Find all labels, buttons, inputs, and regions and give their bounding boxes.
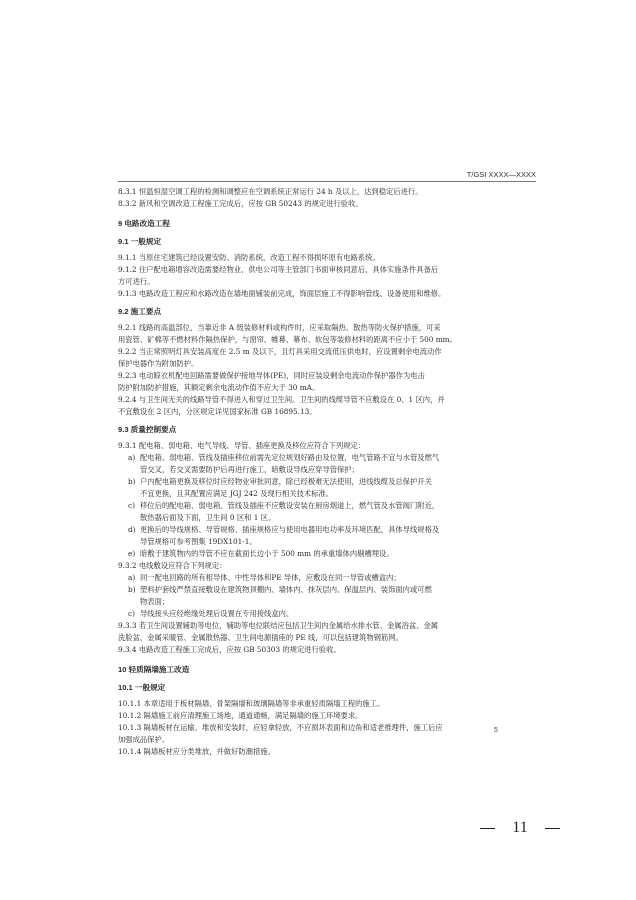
clause-paragraph: 9.2.1 线路的高温部位，当靠近非 A 级装修材料或构件时，应采取隔热、散热等防火保护措施，可采 [118,323,441,332]
clause-paragraph: 9.3.3 若卫生间设置辅助等电位，辅助等电位联结应包括卫生间内金属给水排水管、金属浴盆、金属 [118,621,439,630]
list-item-marker: b) [128,585,136,594]
paragraph-continuation: 保护电器作为附加防护。 [118,359,199,368]
list-item [118,500,536,512]
paragraph-continuation: 洗脸盆、金属采暖管、金属散热器、卫生间电源插座的 PE 线，可以包括建筑物钢筋网。 [118,633,403,642]
footer-dash-right [545,828,560,829]
clause-paragraph: 9.3.4 电路改造工程施工完成后，应按 GB 50303 的规定进行验收。 [118,645,341,654]
header-rule [118,181,536,182]
list-item-marker: a) [128,453,136,462]
list-item-marker: c) [128,609,135,618]
section-heading: 10.1 一般规定 [118,683,166,692]
list-item-marker: a) [128,573,136,582]
clause-paragraph: 10.1.1 本章适用于板材隔墙、骨架隔墙和玻璃隔墙等非承重轻质隔墙工程的施工。 [118,699,385,708]
footer-dash-left [480,828,495,829]
list-item-continuation: 管交叉，若交叉需要防护后再进行施工，暗敷设导线应穿导管保护； [140,465,359,474]
clause-paragraph: 10.1.4 隔墙板材应分类堆放，并做好防潮措施。 [118,747,275,756]
list-item-continuation: 物表面； [140,597,170,606]
list-item [118,524,536,536]
list-item-marker: d) [128,525,136,534]
list-item-marker: b) [128,477,136,486]
list-item-text: 移位后的配电箱、弱电箱、管线及插座不应敷设安装在厨房烟道上，燃气管及水管阀门附近， [140,501,440,510]
clause-paragraph: 9.2.4 与卫生间无关的线路导管不得进入和穿过卫生间。卫生间的线缆导管不应敷设在 0、1 区内，并 [118,395,445,404]
list-item [118,608,536,620]
clause-paragraph: 9.3.2 电线敷设应符合下列规定： [118,561,227,570]
document-code: T/GSI XXXX—XXXX [466,170,536,179]
page-footer [480,818,560,838]
paragraph-continuation: 方可进行。 [118,277,155,286]
paragraph-continuation: 不宜敷设在 2 区内，分区规定详见国家标准 GB 16895.13。 [118,407,317,416]
list-item [118,584,536,596]
section-heading: 9.2 施工要点 [118,307,162,316]
clause-paragraph: 8.3.1 恒温恒湿空调工程的检测和调整应在空调系统正常运行 24 h 及以上，达到稳定后进行。 [118,187,423,196]
document-body [118,186,536,758]
list-item-text: 导线接头应经绝缘处理后设置在专用接线盒内。 [140,609,294,618]
paragraph-continuation: 用瓷管、矿棉等不燃材料作隔热保护，与窗帘、帷幕、幕布、软包等装修材料的距离不应小于 500 mm。 [118,335,457,344]
list-item [118,548,536,560]
printed-page-number: 5 [494,727,498,734]
clause-paragraph: 9.1.1 当原住宅建筑已经设置安防、消防系统，改造工程不得损坏原有电路系统。 [118,253,380,262]
list-item-text: 户内配电箱更换及移位时应经物业审批同意，除已经极难无法使用，进线线缆及总保护开关 [140,477,432,486]
list-item-text: 同一配电回路的所有相导体、中性导体和PE 导体，应敷设在同一导管或槽盒内； [140,573,401,582]
list-item [118,476,536,488]
list-item-text: 配电箱、弱电箱、管线及插座移位前需先定位规划好路由及位置，电气管路不宜与水管及燃气 [140,453,440,462]
paragraph-continuation: 防护附加防护措施，其额定剩余电流动作值不应大于 30 mA。 [118,383,320,392]
list-item-text: 更换后的导线规格、导管规格、插座规格应与使用电器用电功率及环境匹配，具体导线规格及 [140,525,440,534]
section-heading: 9.3 质量控制要点 [118,425,177,434]
chapter-heading: 9 电路改造工程 [118,219,170,228]
list-item-text: 暗敷于建筑物内的导管不应在截面长边小于 500 mm 的承重墙体内剔槽埋设。 [140,549,394,558]
list-item-marker: e) [128,549,136,558]
clause-paragraph: 10.1.3 隔墙板材在运输、堆放和安装时，应轻拿轻放，不应损坏表面和边角和适老推理件，施工后应 [118,723,443,732]
list-item-text: 塑料护套线严禁直接敷设在建筑物顶棚内、墙体内、抹灰层内、保温层内、装饰面内或可燃 [140,585,432,594]
clause-paragraph: 9.3.1 配电箱、弱电箱、电气导线、导管、插座更换及移位应符合下列规定： [118,441,366,450]
clause-paragraph: 9.2.2 当正常照明灯具安装高度在 2.5 m 及以下，且灯具采用交流低压供电时，应设置剩余电流动作 [118,347,442,356]
list-item-continuation: 导管规格可参考图集 19DX101-1。 [140,537,257,546]
list-item-marker: c) [128,501,135,510]
chapter-heading: 10 轻质隔墙施工改造 [118,665,190,674]
clause-paragraph: 8.3.2 新风和空调改造工程施工完成后，应按 GB 50243 的规定进行验收。 [118,199,363,208]
list-item [118,452,536,464]
list-item-continuation: 不宜更换，且其配置应满足 JGJ 242 及现行相关技术标准。 [140,489,334,498]
section-heading: 9.1 一般规定 [118,237,162,246]
clause-paragraph: 9.1.2 住户配电箱增容改造需要经物业、供电公司等主管部门书面审核同意后，具体实施条件具备后 [118,265,439,274]
clause-paragraph: 9.1.3 电路改造工程应和水路改造在墙地面铺装前完成，饰面层施工不得影响管线、设备使用和维修。 [118,289,446,298]
footer-page-number: 11 [512,819,528,836]
list-item [118,572,536,584]
list-item-continuation: 散热器后面及下面，卫生间 0 区和 1 区。 [140,513,276,522]
clause-paragraph: 10.1.2 隔墙施工前应清理施工场地，通道通畅，满足隔墙的施工环境要求。 [118,711,363,720]
paragraph-continuation: 加强成品保护。 [118,735,170,744]
clause-paragraph: 9.2.3 电动晾衣机配电回路需要做保护接地导体(PE)，同时应装设剩余电流动作保护器作为电击 [118,371,425,380]
